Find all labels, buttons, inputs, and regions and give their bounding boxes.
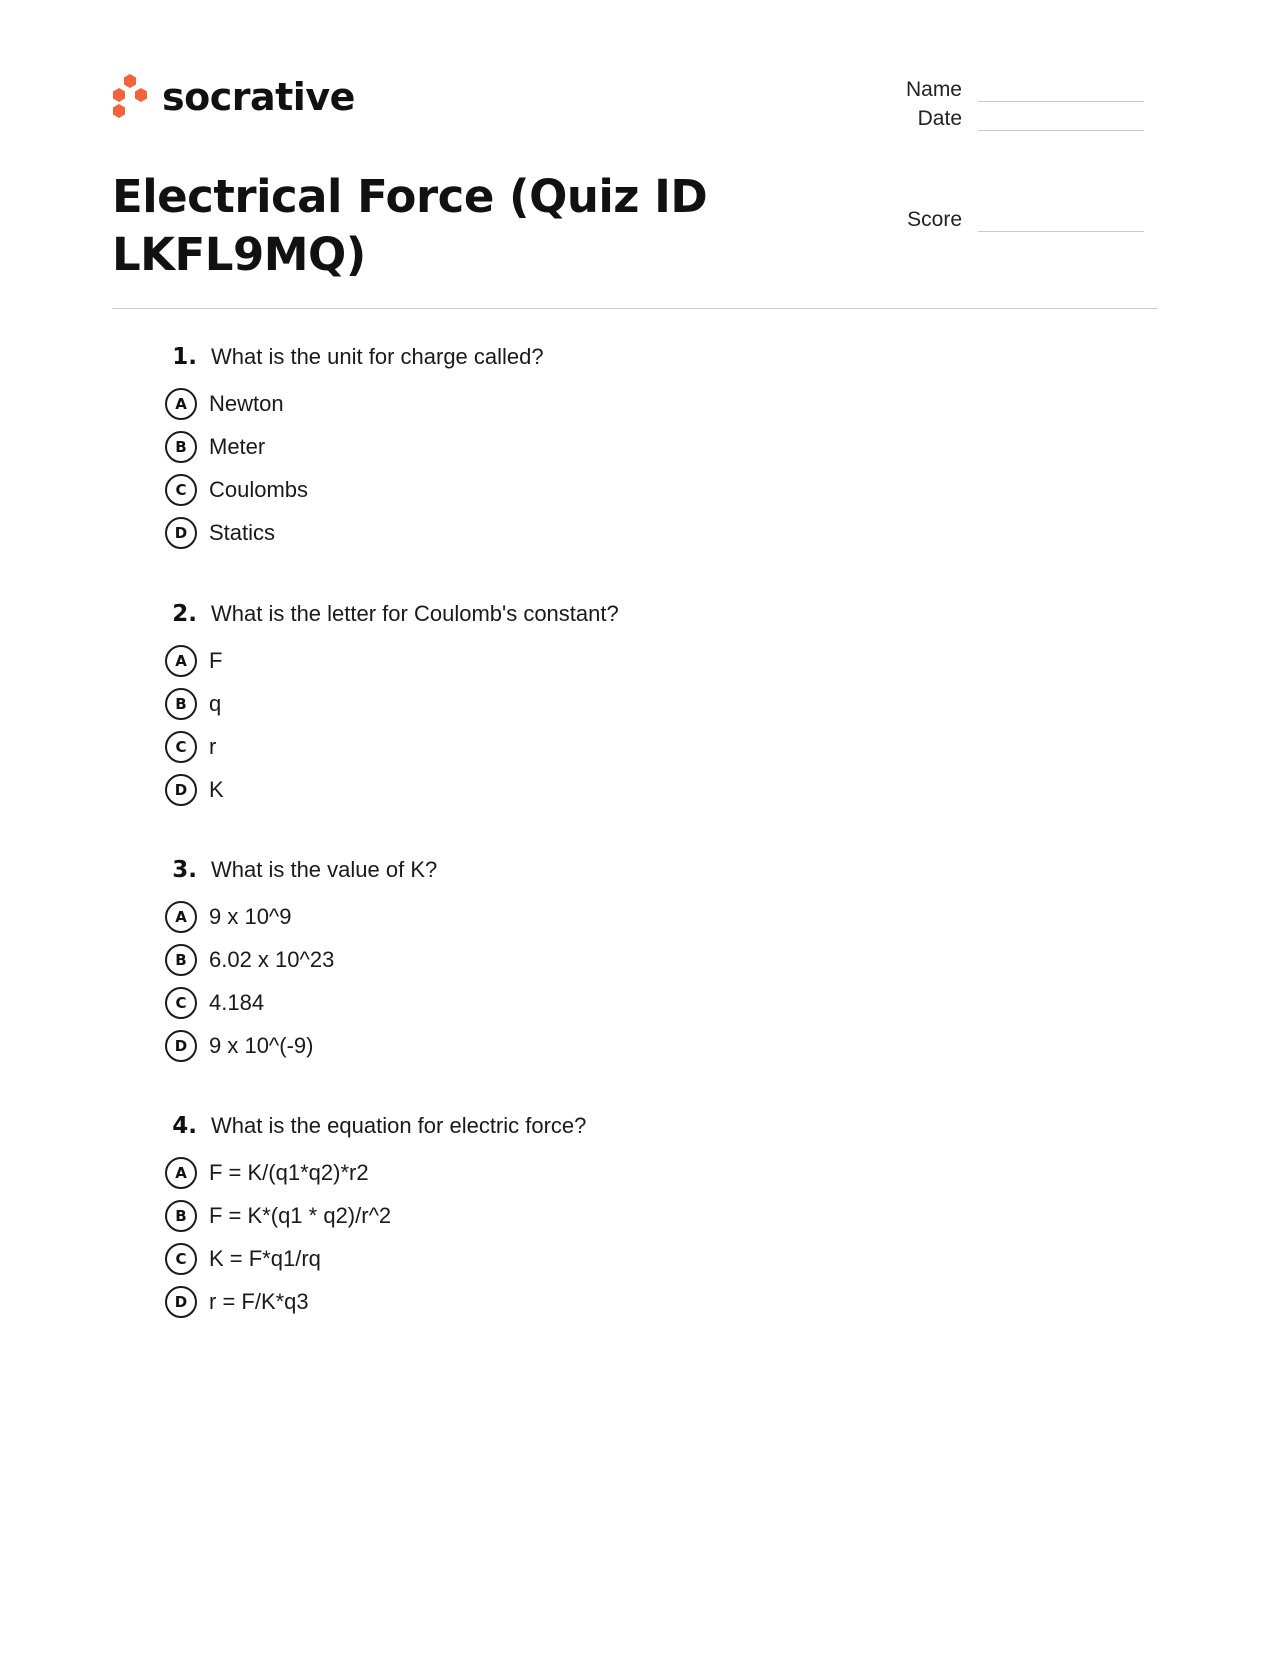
answer-bubble[interactable]: B <box>165 431 197 463</box>
option-c[interactable] <box>165 725 1065 768</box>
question-1 <box>165 344 1065 554</box>
header-divider <box>112 308 1158 309</box>
option-text: 9 x 10^9 <box>209 903 292 929</box>
answer-bubble[interactable]: C <box>165 474 197 506</box>
answer-bubble[interactable]: A <box>165 901 197 933</box>
question-text: What is the letter for Coulomb's constant? <box>211 601 619 626</box>
date-label: Date <box>917 107 962 130</box>
option-d[interactable] <box>165 1024 1065 1067</box>
option-text: K = F*q1/rq <box>209 1245 321 1271</box>
option-text: q <box>209 690 222 716</box>
answer-bubble[interactable]: D <box>165 1030 197 1062</box>
socrative-logo <box>110 72 355 122</box>
answer-bubble[interactable]: A <box>165 1157 197 1189</box>
brand-name: socrative <box>162 75 355 119</box>
hexagon-cluster-icon <box>110 72 150 122</box>
option-b[interactable] <box>165 938 1065 981</box>
option-text: F = K*(q1 * q2)/r^2 <box>209 1202 392 1228</box>
option-text: 4.184 <box>209 989 265 1015</box>
answer-bubble[interactable]: B <box>165 1200 197 1232</box>
option-c[interactable] <box>165 1237 1065 1280</box>
question-number: 4. <box>172 1113 197 1139</box>
score-label: Score <box>907 208 962 231</box>
option-a[interactable] <box>165 639 1065 682</box>
option-text: F <box>209 647 223 673</box>
option-text: Newton <box>209 390 284 416</box>
option-text: Meter <box>209 433 266 459</box>
answer-bubble[interactable]: D <box>165 1286 197 1318</box>
option-text: r = F/K*q3 <box>209 1288 309 1314</box>
option-b[interactable] <box>165 682 1065 725</box>
score-field <box>872 208 1144 232</box>
name-field <box>872 78 1144 102</box>
question-2 <box>165 601 1065 811</box>
option-b[interactable] <box>165 1194 1065 1237</box>
option-a[interactable] <box>165 895 1065 938</box>
option-text: Statics <box>209 519 276 545</box>
answer-bubble[interactable]: C <box>165 987 197 1019</box>
option-text: K <box>209 776 224 802</box>
answer-bubble[interactable]: A <box>165 388 197 420</box>
answer-bubble[interactable]: D <box>165 774 197 806</box>
option-text: F = K/(q1*q2)*r2 <box>209 1159 369 1185</box>
page-title: Electrical Force (Quiz ID LKFL9MQ) <box>112 170 708 281</box>
question-text: What is the value of K? <box>211 857 438 882</box>
option-d[interactable] <box>165 768 1065 811</box>
option-a[interactable] <box>165 1151 1065 1194</box>
option-a[interactable] <box>165 382 1065 425</box>
option-c[interactable] <box>165 981 1065 1024</box>
name-label: Name <box>905 78 962 101</box>
question-3 <box>165 857 1065 1067</box>
question-number: 1. <box>172 344 197 370</box>
option-text: 6.02 x 10^23 <box>209 946 335 972</box>
option-text: Coulombs <box>209 476 309 502</box>
option-text: 9 x 10^(-9) <box>209 1032 314 1058</box>
option-b[interactable] <box>165 425 1065 468</box>
answer-bubble[interactable]: C <box>165 1243 197 1275</box>
score-line[interactable] <box>978 209 1144 232</box>
option-text: r <box>209 733 217 759</box>
date-field <box>872 107 1144 131</box>
answer-bubble[interactable]: B <box>165 944 197 976</box>
name-line[interactable] <box>978 79 1144 102</box>
answer-bubble[interactable]: D <box>165 517 197 549</box>
answer-bubble[interactable]: A <box>165 645 197 677</box>
date-line[interactable] <box>978 108 1144 131</box>
option-c[interactable] <box>165 468 1065 511</box>
question-text: What is the equation for electric force? <box>211 1113 587 1138</box>
answer-bubble[interactable]: C <box>165 731 197 763</box>
answer-bubble[interactable]: B <box>165 688 197 720</box>
question-number: 2. <box>172 601 197 627</box>
question-number: 3. <box>172 857 197 883</box>
question-text: What is the unit for charge called? <box>211 344 544 369</box>
question-4 <box>165 1113 1065 1323</box>
option-d[interactable] <box>165 1280 1065 1323</box>
option-d[interactable] <box>165 511 1065 554</box>
